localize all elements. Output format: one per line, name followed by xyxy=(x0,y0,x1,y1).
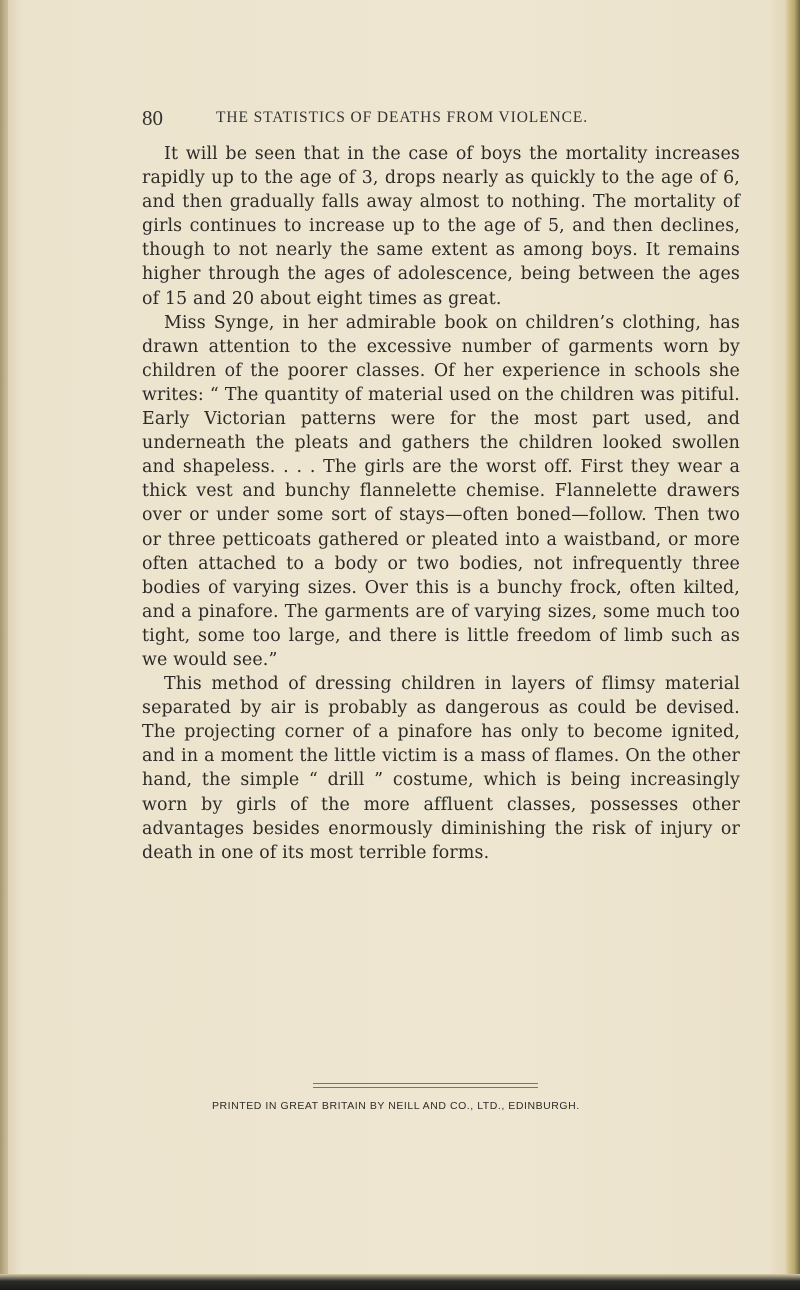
page-edge xyxy=(786,0,800,1290)
printer-imprint: PRINTED IN GREAT BRITAIN BY NEILL AND CO., LTD., EDINBURGH. xyxy=(212,1100,580,1112)
page-bottom-edge xyxy=(0,1274,800,1290)
paragraph-dressing-method: This method of dressing children in layers of flimsy material separated by air is probably as dangerous as could be devised. The projecting corner of a pinafore has only to become ignited, and in a moment the little victim is a mass of flames. On the other hand, the simple “ drill ” costume, which is being increasingly worn by girls of the more affluent classes, possesses other advantages besides enormously diminishing the risk of injury or death in one of its most terrible forms. xyxy=(142,674,740,863)
paragraph-synge-quote: Miss Synge, in her admirable book on children’s clothing, has drawn attention to the excessive number of garments worn by children of the poorer classes. Of her experience in schools she writes: “ The quantity of material used on the children was pitiful. Early Victorian patterns were for the most part used, and underneath the pleats and gathers the children looked swollen and shapeless. . . . The girls are the worst off. First they wear a thick vest and bunchy flannelette chemise. Flannelette drawers over or under some sort of stays—often boned—follow. Then two or three petticoats gathered or pleated into a waistband, or more often attached to a body or two bodies, not infrequently three bodies of varying sizes. Over this is a bunchy frock, often kilted, and a pinafore. The garments are of varying sizes, some much too tight, some too large, and there is little freedom of limb such as we would see.” xyxy=(142,312,740,670)
page-gutter-shadow xyxy=(0,0,8,1290)
imprint-rule-top xyxy=(313,1083,538,1084)
body-text xyxy=(142,142,740,865)
page-header xyxy=(142,106,662,130)
paragraph-mortality: It will be seen that in the case of boys the mortality increases rapidly up to the age of 3, drops nearly as quickly to the age of 6, and then gradually falls away almost to nothing. The mortality of girls continues to increase up to the age of 5, and then declines, though to not nearly the same extent as among boys. It remains higher through the ages of adolescence, being between the ages of 15 and 20 about eight times as great. xyxy=(142,144,740,309)
imprint-rule-bottom xyxy=(313,1087,538,1088)
running-head: THE STATISTICS OF DEATHS FROM VIOLENCE. xyxy=(216,109,589,126)
page-number: 80 xyxy=(142,106,163,130)
